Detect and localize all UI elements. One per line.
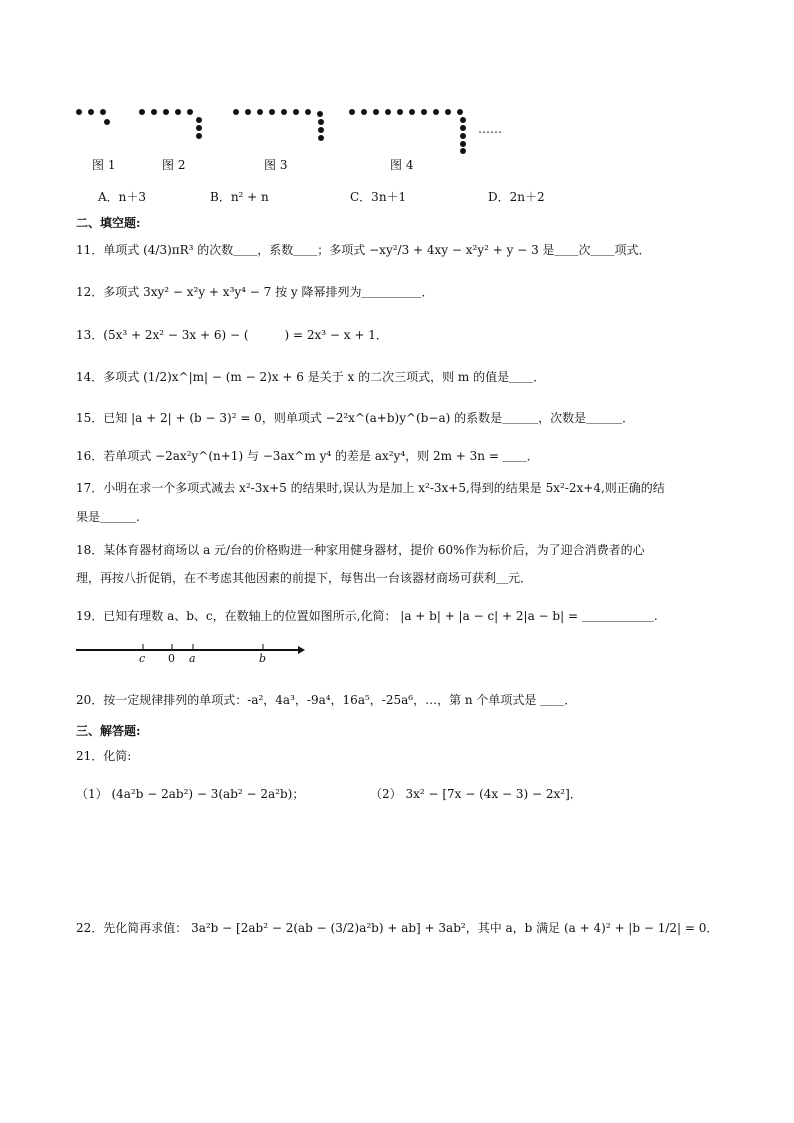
dot — [175, 109, 181, 115]
dot — [409, 109, 415, 115]
dot — [88, 109, 94, 115]
dot — [445, 109, 451, 115]
figure-label-1: 图 1 — [92, 158, 116, 172]
section-title-fill-in: 二、填空题: — [76, 216, 141, 230]
figure-label-4: 图 4 — [390, 158, 414, 172]
question-18-line2: 理，再按八折促销，在不考虑其他因素的前提下，每售出一台该器材商场可获利＿元． — [76, 571, 533, 585]
dot — [293, 109, 299, 115]
dot — [460, 141, 466, 147]
dot — [361, 109, 367, 115]
option-b: B．n² + n — [210, 190, 269, 204]
dot — [457, 109, 463, 115]
question-14: 14．多项式 (1/2)x^|m| − (m − 2)x + 6 是关于 x 的二次三项式，则 m 的值是＿＿． — [76, 370, 546, 384]
option-a: A．n＋3 — [98, 190, 147, 204]
dot — [196, 117, 202, 123]
figure-label-2: 图 2 — [162, 158, 186, 172]
question-21: 21．化简: — [76, 749, 132, 763]
figure-ellipsis: …… — [478, 122, 502, 136]
question-20: 20．按一定规律排列的单项式：-a²，4a³，-9a⁴，16a⁵，-25a⁶，…，第 n 个单项式是 ＿＿． — [76, 693, 577, 707]
question-21-part-2: （2） 3x² − [7x − (4x − 3) − 2x²]． — [370, 787, 582, 801]
dot — [269, 109, 275, 115]
dot — [318, 119, 324, 125]
dot — [257, 109, 263, 115]
dot — [318, 127, 324, 133]
dot — [433, 109, 439, 115]
dot — [317, 111, 323, 117]
dot — [100, 109, 106, 115]
dot — [104, 119, 110, 125]
dot — [460, 133, 466, 139]
dot — [196, 125, 202, 131]
question-18-line1: 18．某体育器材商场以 a 元/台的价格购进一种家用健身器材，提价 60%作为标价后，为了迎合消费者的心 — [76, 543, 645, 557]
question-12: 12．多项式 3xy² − x²y + x³y⁴ − 7 按 y 降幂排列为＿＿＿＿＿． — [76, 285, 434, 299]
question-21-part-1: （1） (4a²b − 2ab²) − 3(ab² − 2a²b)； — [76, 787, 305, 801]
question-22: 22．先化简再求值： 3a²b − [2ab² − 2(ab − (3/2)a²b) + ab] + 3ab²，其中 a，b 满足 (a + 4)² + |b − 1/2| = 0． — [76, 921, 719, 935]
question-16: 16．若单项式 −2ax²y^(n+1) 与 −3ax^m y⁴ 的差是 ax²y⁴，则 2m + 3n = ＿＿． — [76, 449, 539, 463]
dot — [76, 109, 82, 115]
dot — [281, 109, 287, 115]
question-19: 19．已知有理数 a、b、c，在数轴上的位置如图所示,化简： |a + b| + |a − c| + 2|a − b| = ＿＿＿＿＿＿. — [76, 609, 658, 623]
dot — [460, 117, 466, 123]
question-13: 13．(5x³ + 2x² − 3x + 6) − ( ) = 2x³ − x + 1． — [76, 328, 388, 342]
dot — [305, 109, 311, 115]
dot — [196, 133, 202, 139]
dot — [349, 109, 355, 115]
dot — [163, 109, 169, 115]
dot — [187, 109, 193, 115]
dot — [397, 109, 403, 115]
number-line-label-b: b — [259, 652, 267, 665]
dot — [233, 109, 239, 115]
dot — [373, 109, 379, 115]
number-line-label-c: c — [139, 652, 146, 665]
dot-pattern-figures — [0, 0, 794, 160]
dot — [421, 109, 427, 115]
dot — [460, 125, 466, 131]
option-c: C．3n＋1 — [350, 190, 407, 204]
dot — [385, 109, 391, 115]
dot — [318, 135, 324, 141]
question-15: 15．已知 |a + 2| + (b − 3)² = 0，则单项式 −2²x^(a+b)y^(b−a) 的系数是＿＿＿，次数是＿＿＿． — [76, 411, 635, 425]
section-title-solve: 三、解答题: — [76, 724, 141, 738]
question-11: 11．单项式 (4/3)πR³ 的次数＿＿，系数＿＿；多项式 −xy²/3 + 4xy − x²y² + y − 3 是＿＿次＿＿项式． — [76, 243, 651, 257]
dot — [460, 148, 466, 154]
question-17-line1: 17．小明在求一个多项式减去 x²-3x+5 的结果时,误认为是加上 x²-3x+5,得到的结果是 5x²-2x+4,则正确的结 — [76, 481, 665, 495]
dot — [139, 109, 145, 115]
dot — [245, 109, 251, 115]
option-d: D．2n＋2 — [488, 190, 545, 204]
number-line-label-0: 0 — [168, 652, 175, 665]
number-line-label-a: a — [189, 652, 196, 665]
figure-label-3: 图 3 — [264, 158, 288, 172]
question-17-line2: 果是＿＿＿. — [76, 510, 140, 524]
dot — [151, 109, 157, 115]
